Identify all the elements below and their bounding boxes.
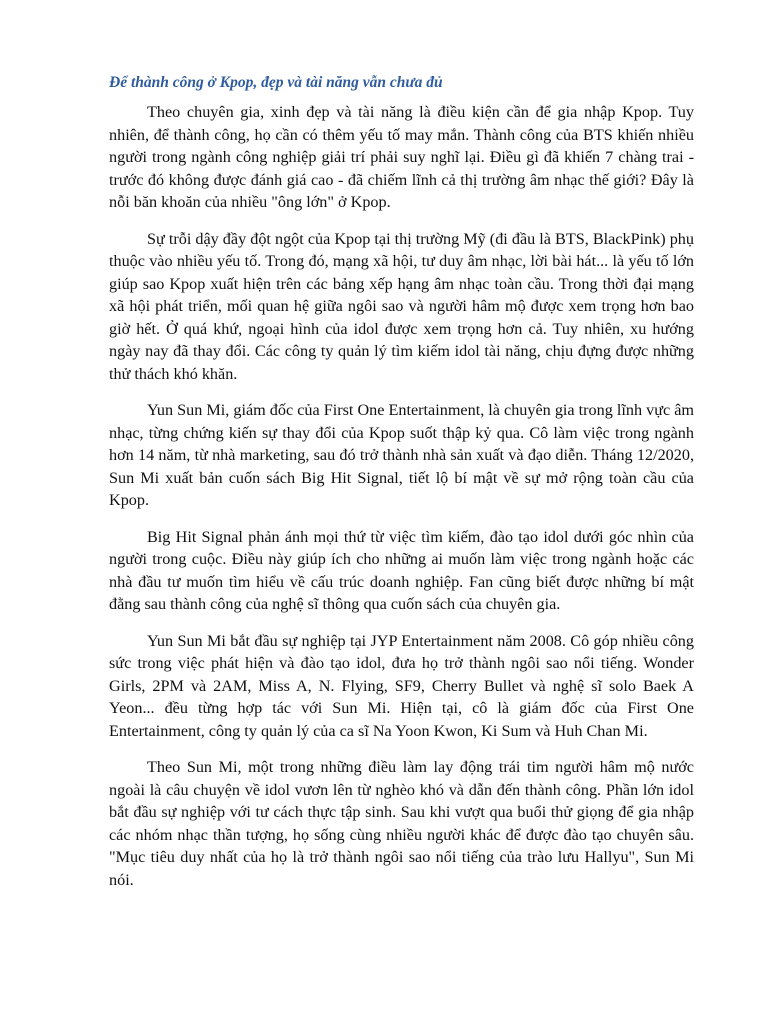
paragraph-1: Theo chuyên gia, xinh đẹp và tài năng là điều kiện cần để gia nhập Kpop. Tuy nhiên, để thành công, họ cần có thêm yếu tố may mắn. Thành công của BTS khiến nhiều người trong ngành công nghiệp giải trí phải suy nghĩ lại. Điều gì đã khiến 7 chàng trai - trước đó không được đánh giá cao - đã chiếm lĩnh cả thị trường âm nhạc thế giới? Đây là nỗi băn khoăn của nhiều "ông lớn" ở Kpop.: [109, 103, 694, 211]
paragraph-3: Yun Sun Mi, giám đốc của First One Entertainment, là chuyên gia trong lĩnh vực âm nhạc, từng chứng kiến sự thay đổi của Kpop suốt thập kỷ qua. Cô làm việc trong ngành hơn 14 năm, từ nhà marketing, sau đó trở thành nhà sản xuất và đạo diễn. Tháng 12/2020, Sun Mi xuất bản cuốn sách Big Hit Signal, tiết lộ bí mật về sự mở rộng toàn cầu của Kpop.: [109, 401, 694, 509]
document-body: [109, 72, 694, 905]
article-title: Để thành công ở Kpop, đẹp và tài năng vẫn chưa đủ: [109, 74, 443, 91]
paragraph-6: Theo Sun Mi, một trong những điều làm lay động trái tim người hâm mộ nước ngoài là câu chuyện về idol vươn lên từ nghèo khó và dẫn đến thành công. Phần lớn idol bắt đầu sự nghiệp với tư cách thực tập sinh. Sau khi vượt qua buổi thử giọng để gia nhập các nhóm nhạc thần tượng, họ sống cùng nhiều người khác để được đào tạo chuyên sâu. "Mục tiêu duy nhất của họ là trở thành ngôi sao nổi tiếng của trào lưu Hallyu", Sun Mi nói.: [109, 758, 694, 889]
paragraph-5: Yun Sun Mi bắt đầu sự nghiệp tại JYP Entertainment năm 2008. Cô góp nhiều công sức trong việc phát hiện và đào tạo idol, đưa họ trở thành ngôi sao nổi tiếng. Wonder Girls, 2PM và 2AM, Miss A, N. Flying, SF9, Cherry Bullet và nghệ sĩ solo Baek A Yeon... đều từng hợp tác với Sun Mi. Hiện tại, cô là giám đốc của First One Entertainment, công ty quản lý của ca sĩ Na Yoon Kwon, Ki Sum và Huh Chan Mi.: [109, 631, 694, 740]
paragraph-4: Big Hit Signal phản ánh mọi thứ từ việc tìm kiếm, đào tạo idol dưới góc nhìn của người trong cuộc. Điều này giúp ích cho những ai muốn làm việc trong ngành hoặc các nhà đầu tư muốn tìm hiểu về cấu trúc doanh nghiệp. Fan cũng biết được những bí mật đằng sau thành công của nghệ sĩ thông qua cuốn sách của chuyên gia.: [109, 527, 694, 613]
paragraph-2: Sự trỗi dậy đầy đột ngột của Kpop tại thị trường Mỹ (đi đầu là BTS, BlackPink) phụ thuộc vào nhiều yếu tố. Trong đó, mạng xã hội, tư duy âm nhạc, lời bài hát... là yếu tố lớn giúp sao Kpop xuất hiện trên các bảng xếp hạng âm nhạc toàn cầu. Trong thời đại mạng xã hội phát triển, mối quan hệ giữa ngôi sao và người hâm mộ được xem trọng hơn bao giờ hết. Ở quá khứ, ngoại hình của idol được xem trọng hơn cả. Tuy nhiên, xu hướng ngày nay đã thay đổi. Các công ty quản lý tìm kiếm idol tài năng, chịu đựng được những thử thách khó khăn.: [109, 229, 694, 383]
